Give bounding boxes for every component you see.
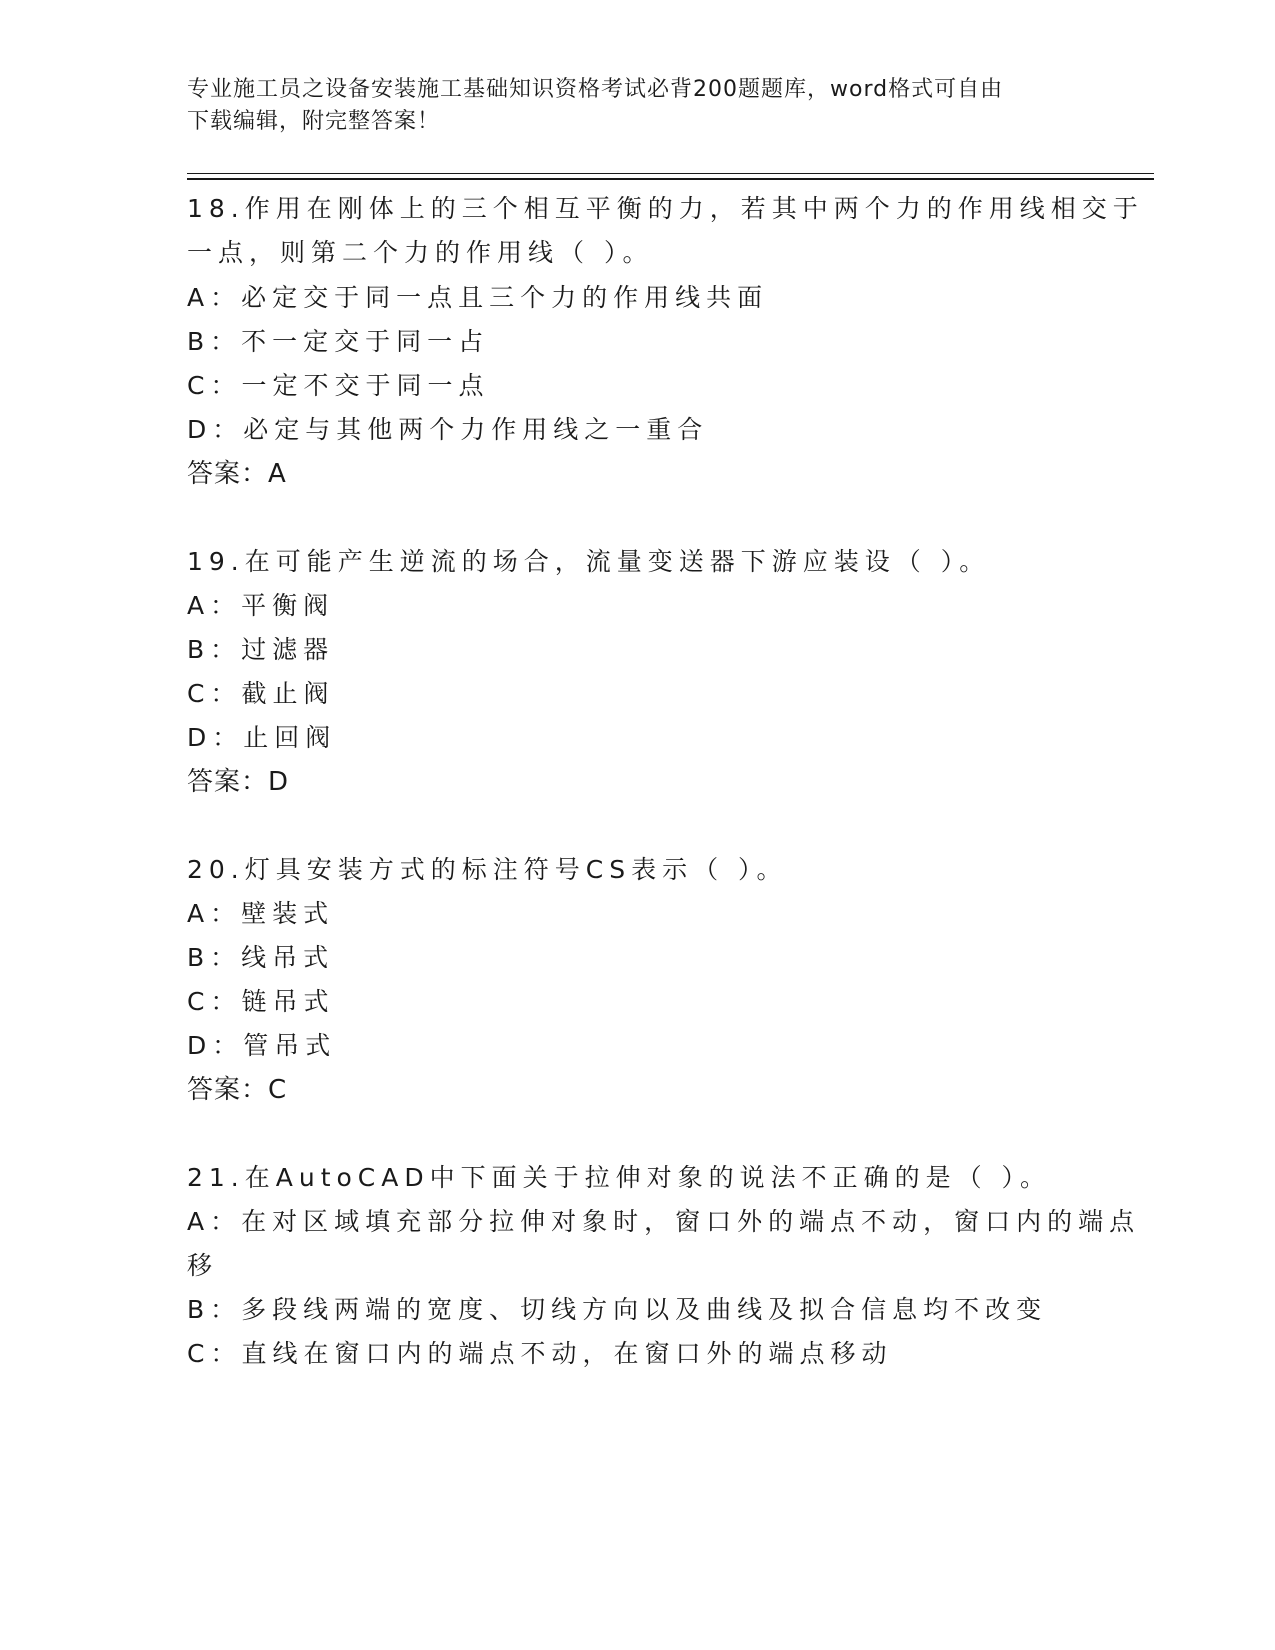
header-line-1: 专业施工员之设备安装施工基础知识资格考试必背200题题库，word格式可自由: [187, 77, 1004, 102]
question-stem: 19.在可能产生逆流的场合，流量变送器下游应装设（ ）。: [187, 547, 991, 576]
question-stem: 21.在AutoCAD中下面关于拉伸对象的说法不正确的是（ ）。: [187, 1163, 1052, 1192]
option-c: C：直线在窗口内的端点不动，在窗口外的端点移动: [187, 1339, 893, 1368]
option-a-continued: 移: [187, 1251, 219, 1280]
answer-label: 答案：C: [187, 1075, 288, 1105]
option-a: A：壁装式: [187, 899, 335, 928]
question-stem: 18.作用在刚体上的三个相互平衡的力，若其中两个力的作用线相交于: [187, 194, 1144, 223]
option-c: C：一定不交于同一点: [187, 371, 490, 400]
option-d: D：管吊式: [187, 1031, 337, 1060]
option-a: A：在对区域填充部分拉伸对象时，窗口外的端点不动，窗口内的端点: [187, 1207, 1141, 1236]
option-c: C：链吊式: [187, 987, 335, 1016]
header-divider-thin: [187, 173, 1154, 174]
question-stem: 20.灯具安装方式的标注符号CS表示（ ）。: [187, 855, 788, 884]
answer-label: 答案：A: [187, 459, 287, 489]
header-line-2: 下载编辑，附完整答案！: [187, 109, 441, 134]
option-b: B：不一定交于同一占: [187, 327, 490, 356]
header-divider-thick: [187, 178, 1154, 180]
option-a: A：必定交于同一点且三个力的作用线共面: [187, 283, 769, 312]
option-c: C：截止阀: [187, 679, 335, 708]
document-header: [187, 74, 1087, 138]
option-d: D：止回阀: [187, 723, 337, 752]
answer-label: 答案：D: [187, 767, 290, 797]
option-b: B：多段线两端的宽度、切线方向以及曲线及拟合信息均不改变: [187, 1295, 1048, 1324]
option-a: A：平衡阀: [187, 591, 335, 620]
option-b: B：过滤器: [187, 635, 335, 664]
option-d: D：必定与其他两个力作用线之一重合: [187, 415, 709, 444]
question-stem: 一点，则第二个力的作用线（ ）。: [187, 238, 654, 267]
option-b: B：线吊式: [187, 943, 335, 972]
